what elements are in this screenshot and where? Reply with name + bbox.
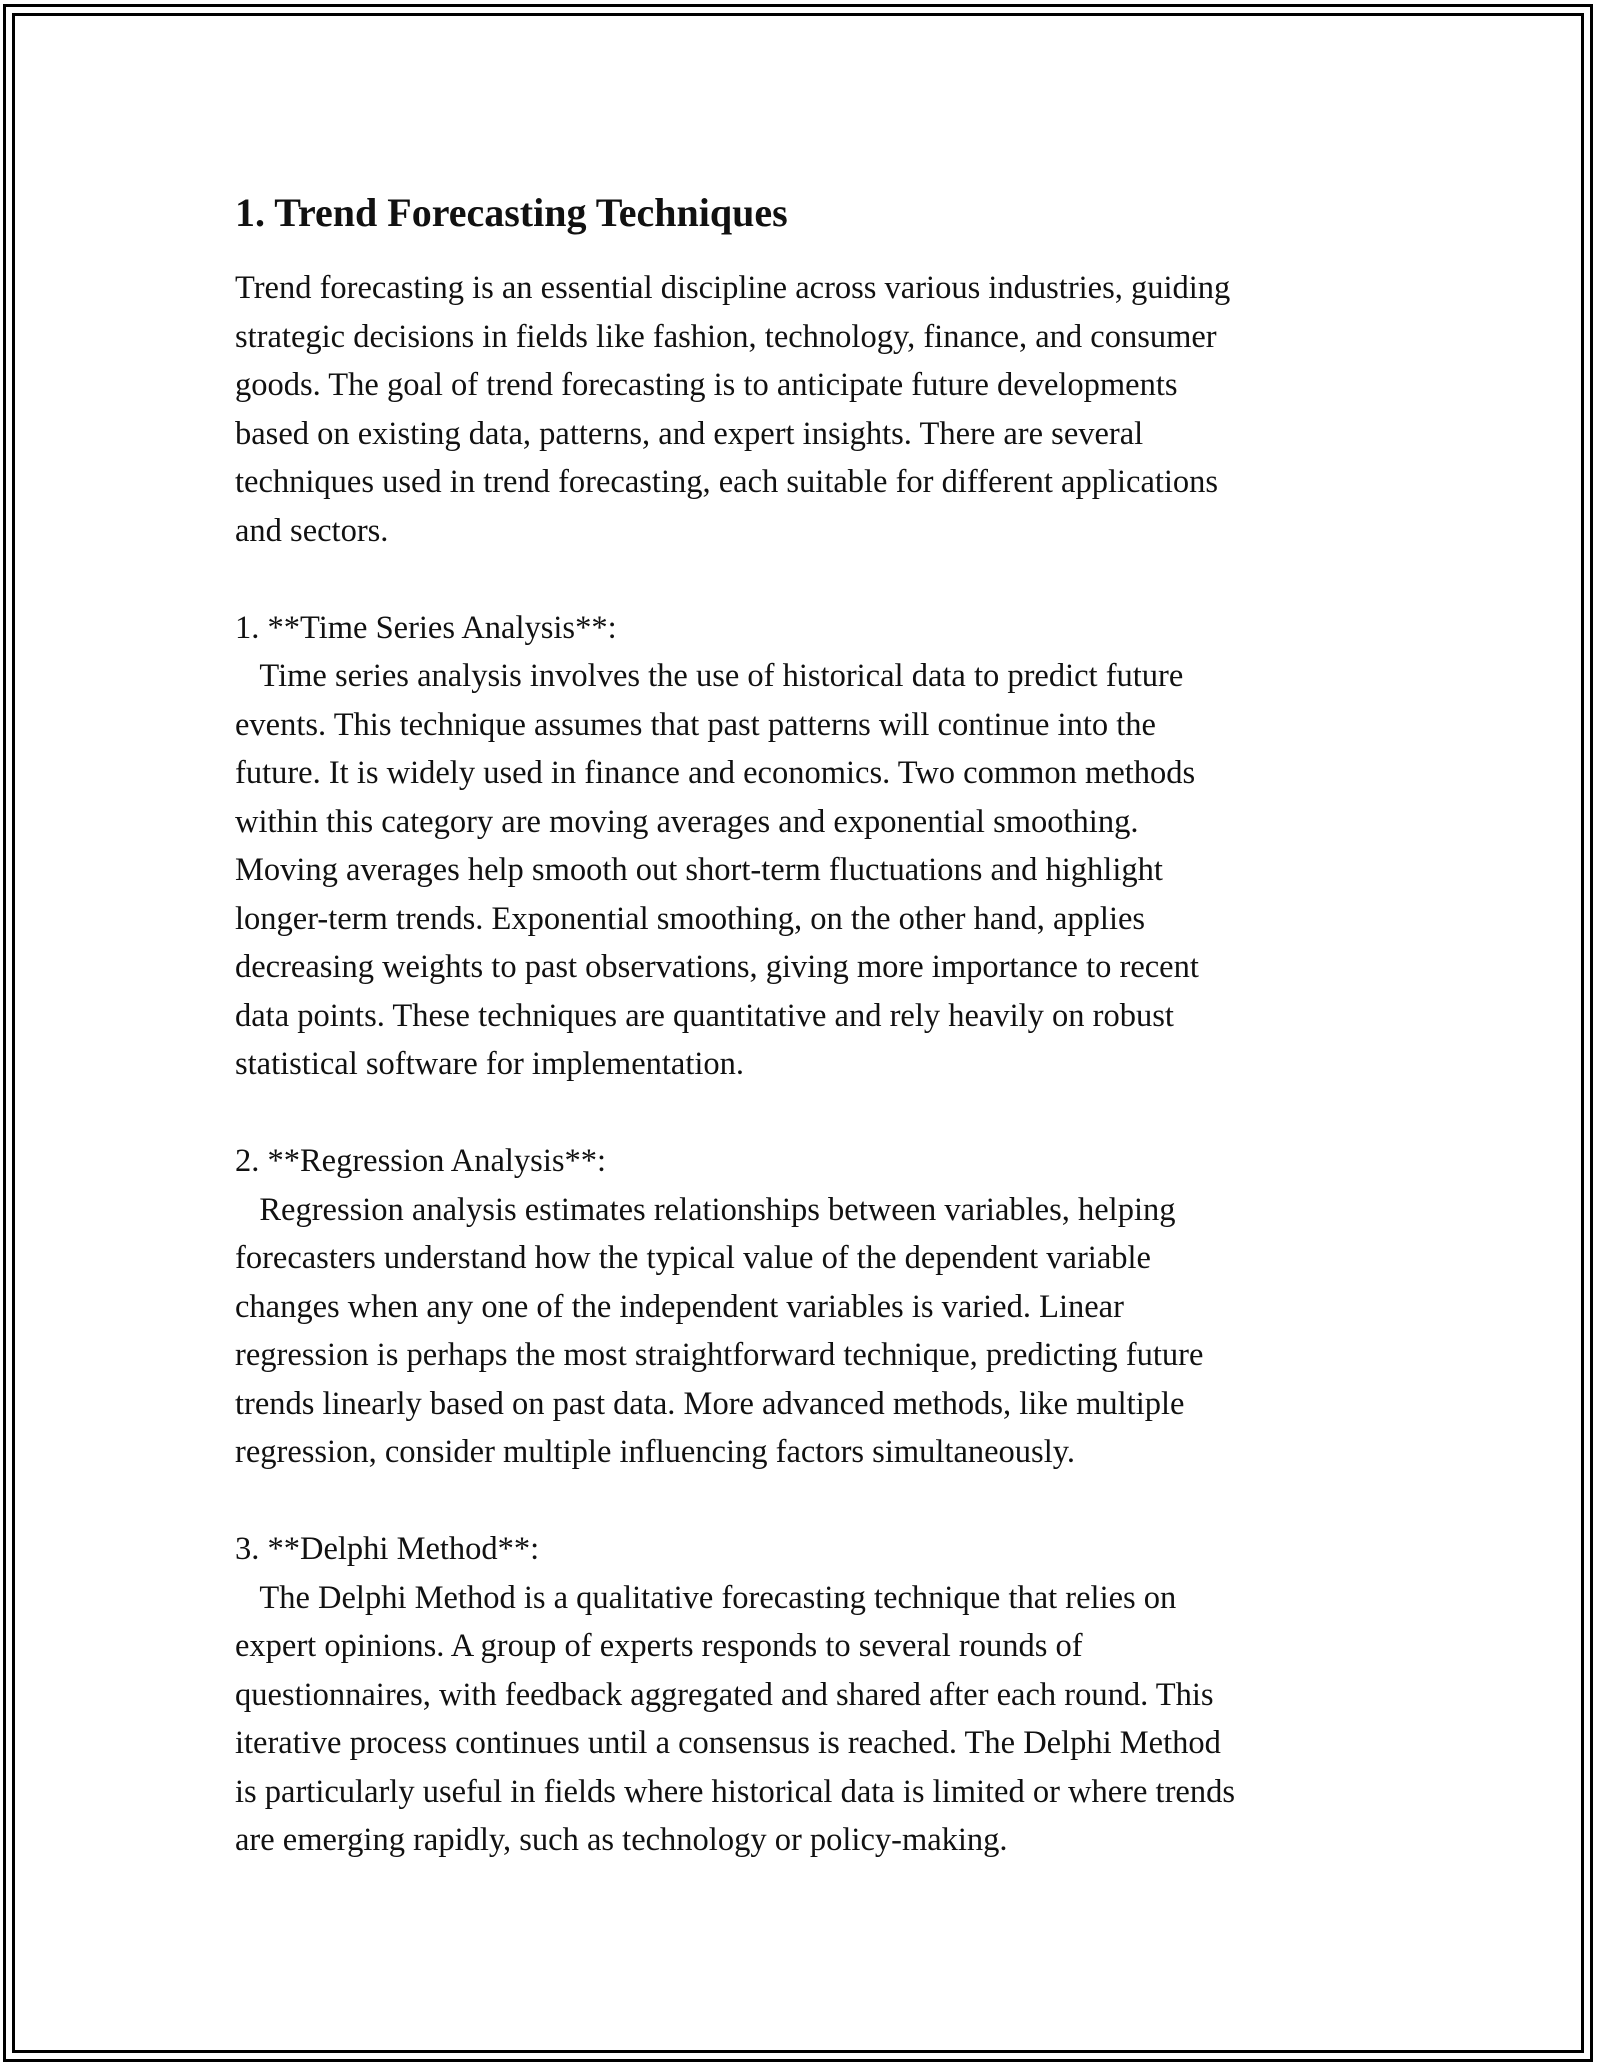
section-title-regression: 2. **Regression Analysis**: [235,1143,607,1179]
section-title-delphi: 3. **Delphi Method**: [235,1531,540,1567]
document-body [235,188,1385,1865]
page-title: 1. Trend Forecasting Techniques [235,190,788,235]
section-spacer [235,1477,1385,1526]
section-title-time-series: 1. **Time Series Analysis**: [235,609,617,646]
section-body-regression: Regression analysis estimates relationships between variables, helping forecasters understand how the typical value of the dependent variable changes when any one of the independent variables is varied. Linear regression is perhaps the most straightforward technique, predicting future trends linearly based on past data. More advanced methods, like multiple regression, consider multiple influencing factors simultaneously. [235,1191,1204,1470]
section-body-time-series: Time series analysis involves the use of historical data to predict future events. This technique assumes that past patterns will continue into the future. It is widely used in finance and economics. Two common methods within this category are moving averages and exponential smoothing. Moving averages help smooth out short-term fluctuations and highlight longer-term trends. Exponential smoothing, on the other hand, applies decreasing weights to past observations, giving more importance to recent data points. These techniques are quantitative and rely heavily on robust statistical software for implementation. [235,658,1199,1082]
section-spacer [235,1089,1385,1138]
section-body-delphi: The Delphi Method is a qualitative forecasting technique that relies on expert opinions. A group of experts responds to several rounds of questionnaires, with feedback aggregated and shared after each round. This iterative process continues until a consensus is reached. The Delphi Method is particularly useful in fields where historical data is limited or where trends are emerging rapidly, such as technology or policy-making. [235,1579,1235,1858]
section-spacer [235,555,1385,604]
intro-paragraph: Trend forecasting is an essential discipline across various industries, guiding strategic decisions in fields like fashion, technology, finance, and consumer goods. The goal of trend forecasting is to anticipate future developments based on existing data, patterns, and expert insights. There are several techniques used in trend forecasting, each suitable for different applications and sectors. [235,270,1231,549]
